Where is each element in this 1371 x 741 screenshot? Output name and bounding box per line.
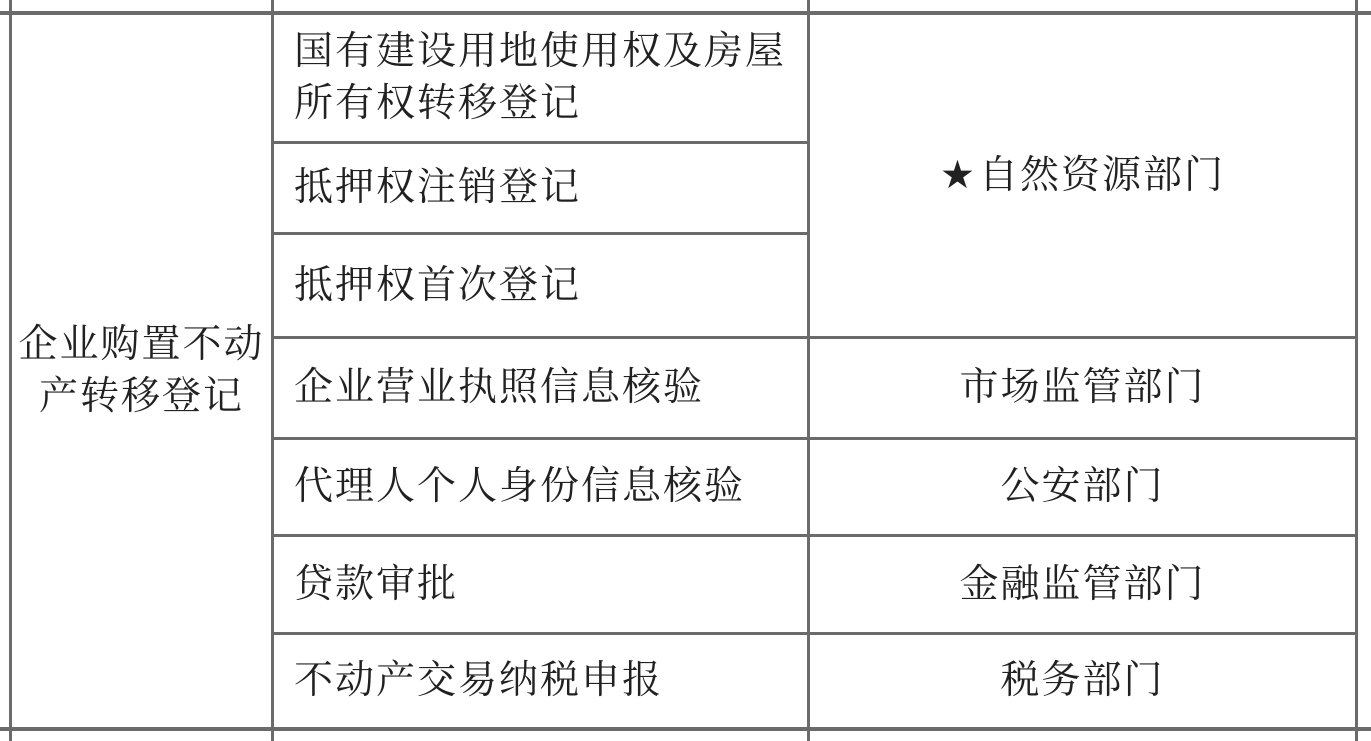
procedure-label: 贷款审批 [294,562,459,606]
procedure-label: 抵押权注销登记 [294,166,582,209]
procedure-label: 国有建设用地使用权及房屋所有权转移登记 [294,30,787,125]
department-label: 金融监管部门 [959,562,1206,606]
department-label: 自然资源部门 [978,153,1225,197]
procedure-cell [274,235,807,336]
category-label: 企业购置不动产转移登记 [18,323,265,418]
department-label: 税务部门 [1000,659,1165,702]
department-label: 市场监管部门 [959,366,1206,409]
procedure-label: 抵押权首次登记 [294,263,582,307]
department-cell [810,537,1355,632]
procedure-cell [274,537,807,632]
department-cell [810,440,1355,534]
grid-line [1355,0,1358,741]
procedure-label: 不动产交易纳税申报 [294,659,664,702]
procedure-cell [274,15,807,141]
procedure-cell [274,144,807,232]
grid-line [0,727,1371,731]
procedure-cell [274,339,807,437]
procedure-label: 代理人个人身份信息核验 [294,465,746,508]
department-cell [810,15,1355,336]
procedure-cell [274,440,807,534]
procedure-label: 企业营业执照信息核验 [294,366,705,409]
department-cell [810,635,1355,727]
department-cell [810,339,1355,437]
star-icon: ★ [940,153,977,197]
department-label: 公安部门 [1000,465,1165,508]
procedure-cell [274,635,807,727]
category-cell [12,15,271,727]
